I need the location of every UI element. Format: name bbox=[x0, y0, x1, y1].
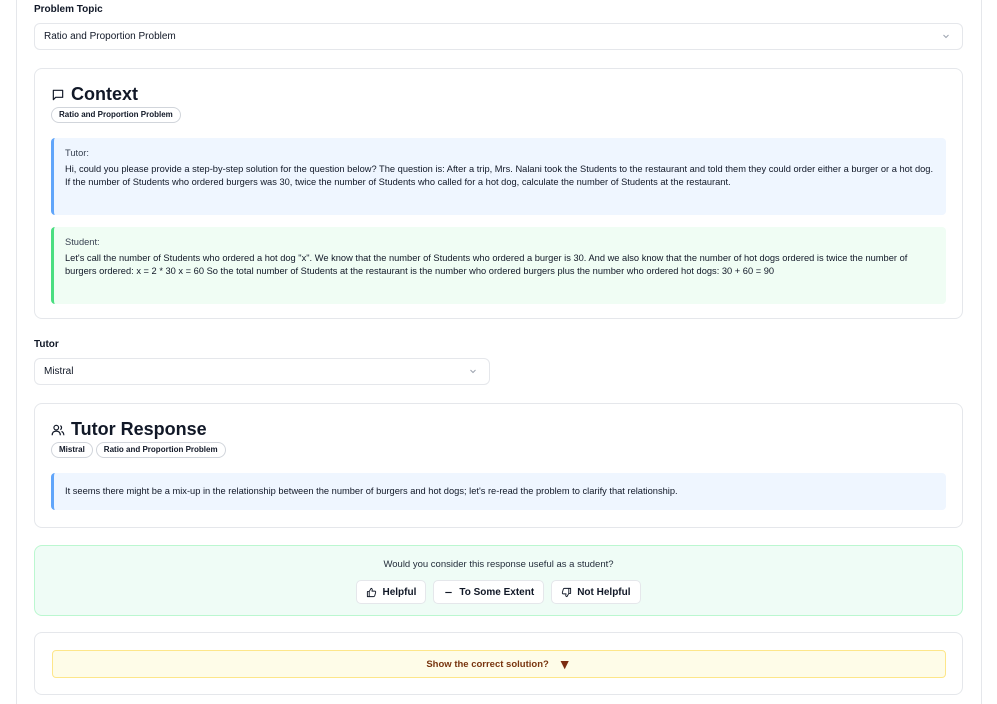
tutor-response-title-text: Tutor Response bbox=[71, 419, 207, 439]
users-icon bbox=[51, 423, 65, 437]
message-role: Tutor: bbox=[65, 148, 89, 158]
thumbs-down-icon bbox=[561, 587, 572, 598]
to-some-extent-label: To Some Extent bbox=[459, 586, 535, 598]
tutor-response-badges bbox=[51, 442, 226, 458]
problem-topic-value: Ratio and Proportion Problem bbox=[44, 31, 176, 42]
feedback-panel bbox=[34, 545, 963, 616]
context-title bbox=[51, 84, 138, 105]
helpful-button[interactable] bbox=[356, 580, 426, 604]
context-title-text: Context bbox=[71, 84, 138, 104]
context-badges bbox=[51, 107, 181, 123]
show-solution-label: Show the correct solution? bbox=[426, 658, 549, 670]
feedback-question: Would you consider this response useful as a student? bbox=[383, 559, 614, 570]
tutor-value: Mistral bbox=[44, 366, 74, 377]
feedback-buttons bbox=[35, 580, 962, 604]
tutor-response-title bbox=[51, 419, 207, 440]
problem-topic-select[interactable] bbox=[34, 23, 963, 50]
show-solution-button[interactable] bbox=[52, 650, 946, 678]
context-card bbox=[34, 68, 963, 319]
not-helpful-label: Not Helpful bbox=[577, 586, 631, 598]
context-badge-topic: Ratio and Proportion Problem bbox=[51, 107, 181, 123]
problem-topic-label: Problem Topic bbox=[34, 4, 103, 15]
context-message-tutor bbox=[51, 138, 946, 215]
message-text: Let's call the number of Students who ordered a hot dog "x". We know that the number of Students who ordered a burger is 30. And we also know that the number of hot dogs ordered is twice the number of burgers ordered: x = 2 * 30 x = 60 So the total number of Students at the restaurant is the number who ordered burgers plus the number who ordered hot dogs: 30 + 60 = 90 bbox=[65, 252, 908, 276]
message-role: Student: bbox=[65, 237, 100, 247]
minus-icon bbox=[443, 587, 454, 598]
message-square-icon bbox=[51, 88, 65, 102]
tutor-response-message bbox=[51, 473, 946, 510]
tutor-select[interactable] bbox=[34, 358, 490, 385]
tutor-response-card bbox=[34, 403, 963, 528]
tutor-badge-topic: Ratio and Proportion Problem bbox=[96, 442, 226, 458]
thumbs-up-icon bbox=[366, 587, 377, 598]
to-some-extent-button[interactable] bbox=[433, 580, 544, 604]
triangle-down-icon: ▼ bbox=[557, 656, 572, 672]
helpful-label: Helpful bbox=[382, 586, 417, 598]
chevron-down-icon bbox=[941, 31, 951, 41]
message-text: Hi, could you please provide a step-by-step solution for the question below? The question is: After a trip, Mrs. Nalani took the Students to the restaurant and told them they could order either a burger or a hot dog. If the number of Students who ordered burgers was 30, twice the number of Students who called for a hot dog, calculate the number of Students at the restaurant. bbox=[65, 163, 934, 187]
context-message-student bbox=[51, 227, 946, 304]
chevron-down-icon bbox=[468, 366, 478, 376]
tutor-badge-model: Mistral bbox=[51, 442, 93, 458]
not-helpful-button[interactable] bbox=[551, 580, 640, 604]
message-text: It seems there might be a mix-up in the relationship between the number of burgers and hot dogs; let's re-read the problem to clarify that relationship. bbox=[65, 486, 678, 496]
solution-card bbox=[34, 632, 963, 695]
tutor-label: Tutor bbox=[34, 339, 59, 350]
